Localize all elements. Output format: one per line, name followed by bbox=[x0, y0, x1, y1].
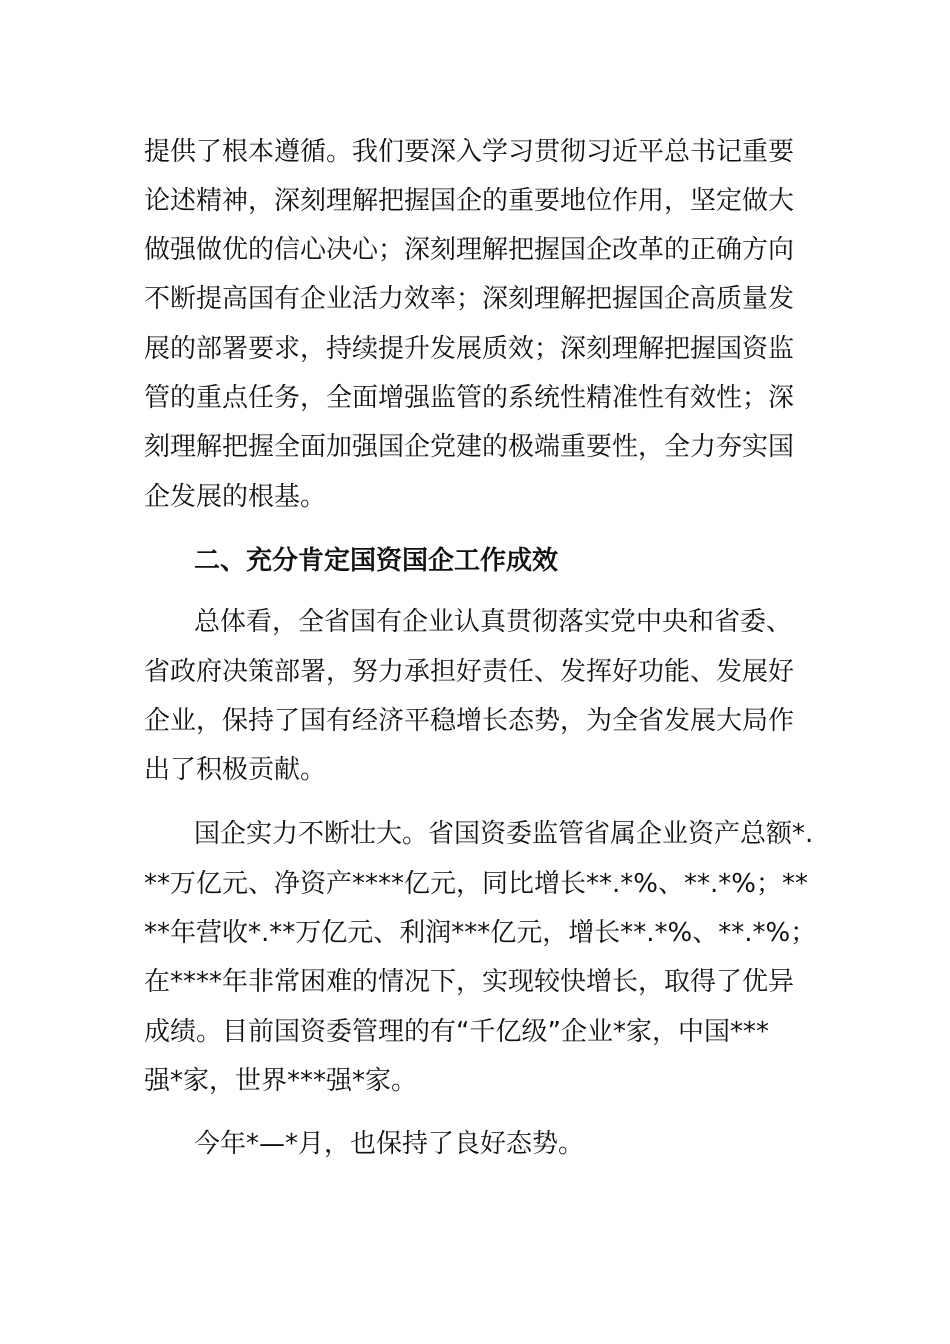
paragraph-1-line-8: 企发展的根基。 bbox=[144, 482, 327, 512]
paragraph-4-line-1: 今年*—*月，也保持了良好态势。 bbox=[194, 1129, 585, 1159]
paragraph-1-line-5: 展的部署要求，持续提升发展质效；深刻理解把握国资监 bbox=[144, 334, 795, 364]
paragraph-2-line-3: 企业，保持了国有经济平稳增长态势，为全省发展大局作 bbox=[144, 706, 795, 736]
paragraph-2-line-1: 总体看，全省国有企业认真贯彻落实党中央和省委、 bbox=[194, 607, 793, 637]
paragraph-1-line-6: 管的重点任务，全面增强监管的系统性精准性有效性；深 bbox=[144, 383, 795, 413]
paragraph-3-line-6: 强*家，世界***强*家。 bbox=[144, 1066, 418, 1096]
paragraph-1-line-1: 提供了根本遵循。我们要深入学习贯彻习近平总书记重要 bbox=[144, 137, 795, 167]
paragraph-1-line-3: 做强做优的信心决心；深刻理解把握国企改革的正确方向 bbox=[144, 235, 795, 265]
paragraph-1-line-2: 论述精神，深刻理解把握国企的重要地位作用，坚定做大 bbox=[144, 186, 795, 216]
paragraph-1-line-7: 刻理解把握全面加强国企党建的极端重要性，全力夯实国 bbox=[144, 432, 795, 462]
paragraph-3-line-1: 国企实力不断壮大。省国资委监管省属企业资产总额*. bbox=[194, 819, 814, 849]
paragraph-2-line-2: 省政府决策部署，努力承担好责任、发挥好功能、发展好 bbox=[144, 657, 795, 687]
section-heading: 二、充分肯定国资国企工作成效 bbox=[194, 546, 559, 576]
paragraph-1-line-4: 不断提高国有企业活力效率；深刻理解把握国企高质量发 bbox=[144, 284, 795, 314]
paragraph-3-line-4: 在****年非常困难的情况下，实现较快增长，取得了优异 bbox=[144, 967, 795, 997]
paragraph-2-line-4: 出了积极贡献。 bbox=[144, 755, 327, 785]
paragraph-3-line-2: **万亿元、净资产****亿元，同比增长**.*%、**.*%；** bbox=[144, 869, 808, 899]
paragraph-3-line-5: 成绩。目前国资委管理的有“千亿级”企业*家，中国*** bbox=[144, 1017, 769, 1047]
paragraph-3-line-3: **年营收*.**万亿元、利润***亿元，增长**.*%、**.*%； bbox=[144, 918, 817, 948]
